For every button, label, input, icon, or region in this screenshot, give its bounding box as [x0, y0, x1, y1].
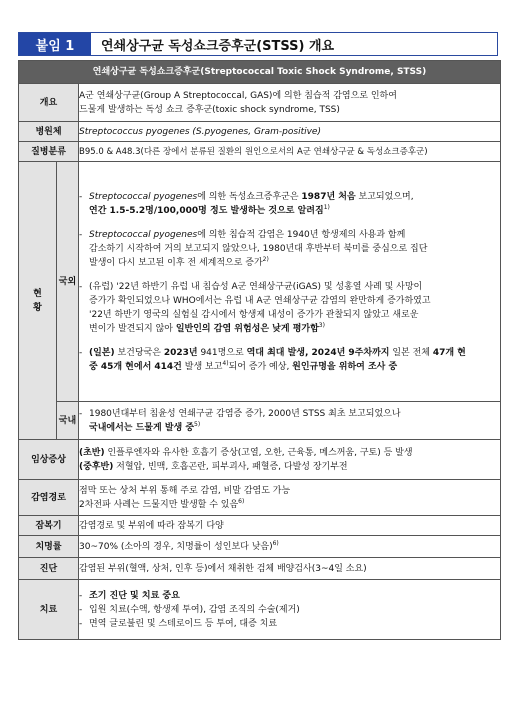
treatment-text: 조기 진단 및 치료 중요: [89, 590, 180, 601]
incubation-label: 잠복기: [19, 516, 79, 536]
treatment-item: [79, 589, 500, 603]
diagnosis-row: [19, 558, 501, 580]
bold-span: 2023년: [163, 347, 198, 358]
reference-mark: 1): [323, 203, 330, 211]
incubation-value: 감염경로 및 부위에 따라 잠복기 다양: [79, 516, 501, 536]
overview-line-1: A군 연쇄상구균(Group A Streptococcal, GAS)에 의한 침습적 감염으로 인하여: [79, 90, 397, 101]
bold-span: 연간 1.5-5.2명/100,000명 정도 발생하는 것으로 알려짐: [89, 205, 324, 216]
reference-mark: 4): [222, 359, 229, 367]
fatality-row: [19, 536, 501, 558]
status-domestic-row: [19, 402, 501, 440]
reference-mark: 2): [262, 255, 269, 263]
classification-label: 질병분류: [19, 142, 79, 162]
status-label-top: 현: [33, 288, 42, 299]
symptoms-row: [19, 440, 501, 480]
text-span: 보건당국은: [114, 347, 164, 358]
text-span: 저혈압, 빈맥, 호흡곤란, 피부괴사, 패혈증, 다발성 장기부전: [113, 461, 348, 472]
symptoms-label: 임상증상: [19, 440, 79, 480]
text-span: 에 의한 독성쇼크증후군은: [197, 191, 302, 202]
bold-span: 일반인의 감염 위험성은 낮게 평가함: [175, 323, 319, 334]
text-span: 변이가 발견되지 않아: [89, 323, 176, 334]
status-label: [19, 162, 57, 440]
treatment-row: [19, 580, 501, 640]
fatality-cell: [79, 536, 501, 558]
text-span: 에 의한 침습적 감염은 1940년 항생제의 사용과 함께: [197, 229, 406, 240]
text-span: 증가가 확인되었으나 WHO에서는 유럽 내 A군 연쇄상구균 감염의 완만하게 증가하였고: [89, 295, 431, 306]
reference-mark: 6): [238, 497, 245, 505]
classification-value: B95.0 & A48.3(다른 장에서 분류된 질환의 원인으로서의 A군 연쇄상구균 & 독성쇼크증후군): [79, 142, 501, 162]
bold-span: 역대 최대 발생, 2024년 9주차까지: [246, 347, 390, 358]
overseas-bullet-3: [79, 280, 500, 336]
table-header: 연쇄상구균 독성쇼크증후군(Streptococcal Toxic Shock Syndrome, STSS): [19, 61, 501, 84]
text-span: 941명으로: [197, 347, 247, 358]
text-span: 1980년대부터 침윤성 연쇄구균 감염증 증가, 2000년 STSS 최초 보고되었으나: [89, 408, 401, 419]
reference-mark: 6): [272, 539, 279, 547]
symptoms-line-1: [79, 446, 500, 460]
pathogen-label: 병원체: [19, 122, 79, 142]
pathogen-row: [19, 122, 501, 142]
organism-name: Streptococcal pyogenes: [89, 191, 198, 202]
pathogen-value: Streptococcus pyogenes (S.pyogenes, Gram-positive): [79, 122, 501, 142]
route-line-1: 점막 또는 상처 부위 통해 주로 감염, 비말 감염도 가능: [79, 485, 291, 496]
incubation-row: [19, 516, 501, 536]
treatment-text: 입원 치료(수액, 항생제 투여), 감염 조직의 수술(제거): [89, 604, 300, 615]
route-row: [19, 480, 501, 516]
treatment-text: 면역 글로불린 및 스테로이드 등 투여, 대증 치료: [89, 618, 278, 629]
overseas-label: 국외: [57, 162, 79, 402]
reference-mark: 3): [318, 321, 325, 329]
bullet-marker: -: [79, 347, 83, 358]
overseas-bullet-2: [79, 228, 500, 270]
text-span: 2차전파 사례는 드물지만 발생할 수 있음: [79, 499, 239, 510]
text-span: 발생이 다시 보고된 이후 전 세계적으로 증가: [89, 257, 263, 268]
bold-span: 국내에서는 드물게 발생 중: [89, 422, 195, 433]
treatment-cell: [79, 580, 501, 640]
bold-span: (일본): [89, 347, 115, 358]
symptoms-cell: [79, 440, 501, 480]
title-bar: [18, 32, 498, 56]
treatment-item: [79, 603, 500, 617]
bullet-marker: -: [79, 408, 83, 419]
bullet-marker: -: [79, 229, 83, 240]
overview-row: [19, 84, 501, 122]
diagnosis-value: 감염된 부위(혈액, 상처, 인후 등)에서 채취한 검체 배양검사(3~4일 소요): [79, 558, 501, 580]
bullet-marker: -: [79, 191, 83, 202]
bullet-marker: -: [79, 281, 83, 292]
text-span: (유럽) '22년 하반기 유럽 내 침습성 A군 연쇄상구균(iGAS) 및 성홍열 사례 및 사망이: [89, 281, 423, 292]
text-span: 인플루엔자와 유사한 호흡기 증상(고열, 오한, 근육통, 메스꺼움, 구토) 등 발생: [104, 447, 413, 458]
text-span: 발생 보고: [181, 361, 223, 372]
organism-name: Streptococcal pyogenes: [89, 229, 198, 240]
overview-label: 개요: [19, 84, 79, 122]
diagnosis-label: 진단: [19, 558, 79, 580]
bullet-marker: -: [79, 618, 83, 629]
domestic-label: 국내: [57, 402, 79, 440]
text-span: 30~70% (소아의 경우, 치명률이 성인보다 낮음): [79, 541, 273, 552]
overseas-bullet-4: [79, 346, 500, 374]
classification-row: [19, 142, 501, 162]
bold-span: (중후반): [79, 461, 114, 472]
route-label: 감염경로: [19, 480, 79, 516]
bold-span: 원인규명을 위하여 조사 중: [292, 361, 398, 372]
stss-overview-table: [18, 60, 501, 640]
text-span: 감소하기 시작하여 거의 보고되지 않았으나, 1980년대 후반부터 북미를 중심으로 집단: [89, 243, 428, 254]
overview-line-2: 드물게 발생하는 독성 쇼크 증후군(toxic shock syndrome, TSS): [79, 104, 340, 115]
symptoms-line-2: [79, 460, 500, 474]
status-overseas-row: [19, 162, 501, 402]
treatment-item: [79, 617, 500, 631]
reference-mark: 5): [194, 420, 201, 428]
bold-span: (초반): [79, 447, 105, 458]
route-line-2: [79, 498, 500, 512]
attachment-badge: 붙임 1: [19, 33, 91, 55]
overseas-bullet-1: [79, 190, 500, 218]
status-label-bottom: 황: [33, 302, 42, 313]
overview-cell: [79, 84, 501, 122]
bullet-marker: -: [79, 604, 83, 615]
table-header-row: [19, 61, 501, 84]
domestic-cell: [79, 402, 501, 440]
text-span: '22년 하반기 영국의 실험실 감시에서 항생제 내성이 증가가 관찰되지 않았고 새로운: [89, 309, 419, 320]
text-span: 되어 증가 예상,: [228, 361, 293, 372]
domestic-bullet: [79, 407, 500, 435]
bold-span: 47개 현: [432, 347, 466, 358]
document-title: 연쇄상구균 독성쇼크증후군(STSS) 개요: [101, 38, 335, 54]
overseas-cell: [79, 162, 501, 402]
bold-span: 중 45개 현에서 414건: [89, 361, 182, 372]
text-span: 보고되었으며,: [355, 191, 414, 202]
fatality-label: 치명률: [19, 536, 79, 558]
treatment-label: 치료: [19, 580, 79, 640]
bullet-marker: -: [79, 590, 83, 601]
text-span: 일본 전체: [389, 347, 433, 358]
route-cell: [79, 480, 501, 516]
bold-span: 1987년 처음: [301, 191, 356, 202]
